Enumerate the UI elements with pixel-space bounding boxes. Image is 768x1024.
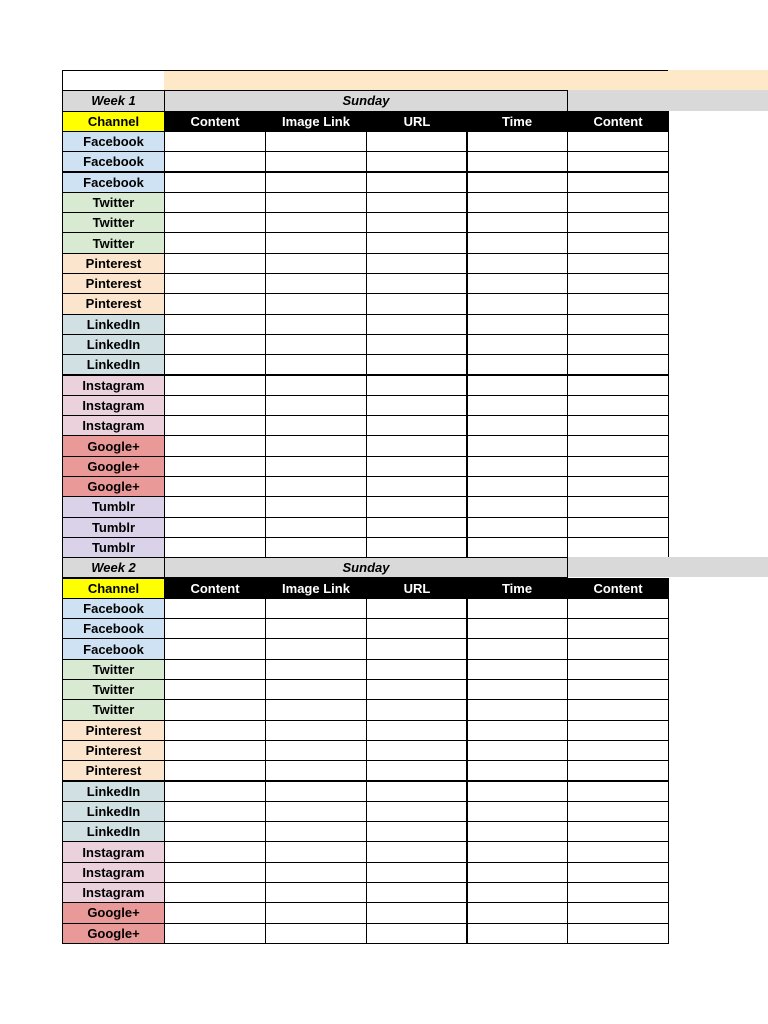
entry-cell-content[interactable] <box>567 598 669 619</box>
entry-cell-time[interactable] <box>466 354 568 375</box>
entry-cell-time[interactable] <box>466 618 568 639</box>
entry-cell-url[interactable] <box>366 902 468 923</box>
entry-cell-content[interactable] <box>164 537 266 558</box>
channel-cell: Pinterest <box>62 760 165 781</box>
channel-cell: Twitter <box>62 212 165 233</box>
column-header-content: Content <box>164 111 266 132</box>
channel-cell: Twitter <box>62 659 165 680</box>
entry-cell-image-link[interactable] <box>265 334 367 355</box>
entry-cell-content[interactable] <box>567 496 669 517</box>
entry-cell-url[interactable] <box>366 781 468 802</box>
entry-cell-time[interactable] <box>466 151 568 172</box>
channel-cell: Pinterest <box>62 273 165 294</box>
entry-cell-content[interactable] <box>567 659 669 680</box>
entry-cell-content[interactable] <box>567 841 669 862</box>
entry-cell-content[interactable] <box>164 882 266 903</box>
entry-cell-url[interactable] <box>366 720 468 741</box>
entry-cell-url[interactable] <box>366 862 468 883</box>
entry-cell-content[interactable] <box>567 476 669 497</box>
entry-cell-time[interactable] <box>466 415 568 436</box>
entry-cell-url[interactable] <box>366 537 468 558</box>
column-header-time: Time <box>466 111 568 132</box>
entry-cell-time[interactable] <box>466 740 568 761</box>
entry-cell-content[interactable] <box>164 496 266 517</box>
entry-cell-url[interactable] <box>366 699 468 720</box>
title-band[interactable] <box>164 70 768 90</box>
entry-cell-time[interactable] <box>466 273 568 294</box>
entry-cell-content[interactable] <box>164 801 266 822</box>
entry-cell-content[interactable] <box>164 517 266 538</box>
channel-cell: LinkedIn <box>62 821 165 842</box>
channel-cell: Facebook <box>62 131 165 152</box>
entry-cell-content[interactable] <box>567 699 669 720</box>
entry-cell-image-link[interactable] <box>265 415 367 436</box>
channel-cell: LinkedIn <box>62 781 165 802</box>
entry-cell-image-link[interactable] <box>265 172 367 193</box>
entry-cell-image-link[interactable] <box>265 862 367 883</box>
entry-cell-content[interactable] <box>164 273 266 294</box>
entry-cell-content[interactable] <box>164 456 266 477</box>
entry-cell-url[interactable] <box>366 435 468 456</box>
entry-cell-content[interactable] <box>164 253 266 274</box>
entry-cell-content[interactable] <box>567 293 669 314</box>
channel-cell: Tumblr <box>62 537 165 558</box>
entry-cell-content[interactable] <box>567 273 669 294</box>
channel-header: Channel <box>62 578 165 599</box>
entry-cell-url[interactable] <box>366 476 468 497</box>
column-header-url: URL <box>366 578 468 599</box>
entry-cell-time[interactable] <box>466 537 568 558</box>
channel-cell: Twitter <box>62 232 165 253</box>
entry-cell-content[interactable] <box>567 232 669 253</box>
entry-cell-url[interactable] <box>366 801 468 822</box>
entry-cell-time[interactable] <box>466 192 568 213</box>
entry-cell-image-link[interactable] <box>265 232 367 253</box>
entry-cell-url[interactable] <box>366 172 468 193</box>
entry-cell-time[interactable] <box>466 456 568 477</box>
entry-cell-content[interactable] <box>164 679 266 700</box>
entry-cell-content[interactable] <box>567 172 669 193</box>
entry-cell-url[interactable] <box>366 923 468 944</box>
entry-cell-url[interactable] <box>366 415 468 436</box>
entry-cell-image-link[interactable] <box>265 598 367 619</box>
entry-cell-content[interactable] <box>164 740 266 761</box>
entry-cell-url[interactable] <box>366 212 468 233</box>
entry-cell-content[interactable] <box>164 862 266 883</box>
entry-cell-image-link[interactable] <box>265 760 367 781</box>
entry-cell-content[interactable] <box>567 212 669 233</box>
entry-cell-url[interactable] <box>366 638 468 659</box>
entry-cell-time[interactable] <box>466 902 568 923</box>
entry-cell-url[interactable] <box>366 659 468 680</box>
entry-cell-url[interactable] <box>366 841 468 862</box>
entry-cell-time[interactable] <box>466 253 568 274</box>
entry-cell-image-link[interactable] <box>265 699 367 720</box>
entry-cell-content[interactable] <box>567 740 669 761</box>
entry-cell-image-link[interactable] <box>265 679 367 700</box>
entry-cell-content[interactable] <box>567 375 669 396</box>
day-label: Sunday <box>164 90 568 111</box>
entry-cell-content[interactable] <box>567 456 669 477</box>
entry-cell-image-link[interactable] <box>265 618 367 639</box>
channel-cell: Facebook <box>62 638 165 659</box>
day-divider <box>567 90 568 110</box>
entry-cell-content[interactable] <box>567 618 669 639</box>
channel-cell: LinkedIn <box>62 334 165 355</box>
entry-cell-content[interactable] <box>567 395 669 416</box>
entry-cell-content[interactable] <box>567 131 669 152</box>
next-day-band <box>567 557 768 577</box>
entry-cell-content[interactable] <box>164 760 266 781</box>
entry-cell-content[interactable] <box>164 821 266 842</box>
entry-cell-content[interactable] <box>164 902 266 923</box>
entry-cell-time[interactable] <box>466 638 568 659</box>
entry-cell-image-link[interactable] <box>265 456 367 477</box>
entry-cell-content[interactable] <box>567 517 669 538</box>
title-band-border <box>164 70 668 71</box>
entry-cell-time[interactable] <box>466 212 568 233</box>
channel-cell: Pinterest <box>62 720 165 741</box>
entry-cell-image-link[interactable] <box>265 212 367 233</box>
entry-cell-url[interactable] <box>366 496 468 517</box>
entry-cell-time[interactable] <box>466 821 568 842</box>
entry-cell-content[interactable] <box>164 293 266 314</box>
entry-cell-image-link[interactable] <box>265 882 367 903</box>
channel-cell: Twitter <box>62 679 165 700</box>
channel-cell: Instagram <box>62 882 165 903</box>
entry-cell-time[interactable] <box>466 862 568 883</box>
entry-cell-content[interactable] <box>567 720 669 741</box>
entry-cell-content[interactable] <box>164 720 266 741</box>
channel-cell: Tumblr <box>62 517 165 538</box>
entry-cell-time[interactable] <box>466 314 568 335</box>
entry-cell-content[interactable] <box>164 638 266 659</box>
entry-cell-url[interactable] <box>366 740 468 761</box>
entry-cell-time[interactable] <box>466 334 568 355</box>
entry-cell-content[interactable] <box>164 232 266 253</box>
entry-cell-content[interactable] <box>567 253 669 274</box>
entry-cell-url[interactable] <box>366 679 468 700</box>
entry-cell-time[interactable] <box>466 476 568 497</box>
entry-cell-url[interactable] <box>366 354 468 375</box>
entry-cell-image-link[interactable] <box>265 740 367 761</box>
channel-cell: Facebook <box>62 151 165 172</box>
entry-cell-content[interactable] <box>164 699 266 720</box>
entry-cell-time[interactable] <box>466 517 568 538</box>
entry-cell-time[interactable] <box>466 375 568 396</box>
entry-cell-image-link[interactable] <box>265 151 367 172</box>
entry-cell-content[interactable] <box>567 902 669 923</box>
entry-cell-image-link[interactable] <box>265 131 367 152</box>
entry-cell-url[interactable] <box>366 456 468 477</box>
entry-cell-url[interactable] <box>366 314 468 335</box>
column-header-image-link: Image Link <box>265 578 367 599</box>
entry-cell-time[interactable] <box>466 131 568 152</box>
entry-cell-url[interactable] <box>366 293 468 314</box>
entry-cell-image-link[interactable] <box>265 720 367 741</box>
channel-cell: Pinterest <box>62 740 165 761</box>
entry-cell-content[interactable] <box>164 375 266 396</box>
week-label: Week 1 <box>62 90 165 111</box>
entry-cell-content[interactable] <box>567 334 669 355</box>
column-header-url: URL <box>366 111 468 132</box>
entry-cell-time[interactable] <box>466 435 568 456</box>
entry-cell-image-link[interactable] <box>265 273 367 294</box>
column-header-content: Content <box>567 111 669 132</box>
entry-cell-url[interactable] <box>366 334 468 355</box>
entry-cell-time[interactable] <box>466 923 568 944</box>
entry-cell-url[interactable] <box>366 598 468 619</box>
entry-cell-url[interactable] <box>366 618 468 639</box>
entry-cell-image-link[interactable] <box>265 293 367 314</box>
entry-cell-content[interactable] <box>567 537 669 558</box>
entry-cell-content[interactable] <box>567 192 669 213</box>
channel-cell: Tumblr <box>62 496 165 517</box>
channel-cell: Pinterest <box>62 293 165 314</box>
entry-cell-image-link[interactable] <box>265 537 367 558</box>
entry-cell-content[interactable] <box>164 354 266 375</box>
entry-cell-time[interactable] <box>466 841 568 862</box>
entry-cell-content[interactable] <box>164 659 266 680</box>
channel-cell: LinkedIn <box>62 354 165 375</box>
channel-cell: LinkedIn <box>62 314 165 335</box>
entry-cell-url[interactable] <box>366 253 468 274</box>
entry-cell-content[interactable] <box>164 598 266 619</box>
entry-cell-url[interactable] <box>366 517 468 538</box>
entry-cell-image-link[interactable] <box>265 841 367 862</box>
entry-cell-image-link[interactable] <box>265 354 367 375</box>
entry-cell-time[interactable] <box>466 496 568 517</box>
entry-cell-content[interactable] <box>567 435 669 456</box>
column-header-content: Content <box>164 578 266 599</box>
entry-cell-time[interactable] <box>466 293 568 314</box>
entry-cell-image-link[interactable] <box>265 496 367 517</box>
channel-cell: Google+ <box>62 476 165 497</box>
entry-cell-time[interactable] <box>466 699 568 720</box>
entry-cell-content[interactable] <box>567 679 669 700</box>
channel-cell: Twitter <box>62 699 165 720</box>
entry-cell-content[interactable] <box>567 151 669 172</box>
entry-cell-content[interactable] <box>567 801 669 822</box>
entry-cell-url[interactable] <box>366 375 468 396</box>
entry-cell-content[interactable] <box>164 841 266 862</box>
next-day-band <box>567 90 768 110</box>
entry-cell-content[interactable] <box>164 334 266 355</box>
entry-cell-image-link[interactable] <box>265 923 367 944</box>
entry-cell-image-link[interactable] <box>265 314 367 335</box>
entry-cell-time[interactable] <box>466 720 568 741</box>
channel-cell: Google+ <box>62 902 165 923</box>
entry-cell-url[interactable] <box>366 273 468 294</box>
entry-cell-content[interactable] <box>164 151 266 172</box>
entry-cell-image-link[interactable] <box>265 801 367 822</box>
channel-cell: LinkedIn <box>62 801 165 822</box>
entry-cell-image-link[interactable] <box>265 253 367 274</box>
entry-cell-content[interactable] <box>567 638 669 659</box>
entry-cell-image-link[interactable] <box>265 821 367 842</box>
entry-cell-image-link[interactable] <box>265 638 367 659</box>
entry-cell-content[interactable] <box>164 781 266 802</box>
entry-cell-content[interactable] <box>164 415 266 436</box>
entry-cell-time[interactable] <box>466 781 568 802</box>
day-label: Sunday <box>164 557 568 578</box>
entry-cell-url[interactable] <box>366 821 468 842</box>
entry-cell-content[interactable] <box>567 760 669 781</box>
entry-cell-url[interactable] <box>366 760 468 781</box>
channel-cell: Instagram <box>62 841 165 862</box>
entry-cell-time[interactable] <box>466 679 568 700</box>
entry-cell-content[interactable] <box>164 395 266 416</box>
entry-cell-content[interactable] <box>567 821 669 842</box>
channel-cell: Facebook <box>62 172 165 193</box>
entry-cell-time[interactable] <box>466 659 568 680</box>
channel-cell: Twitter <box>62 192 165 213</box>
title-label-cell[interactable] <box>62 70 165 91</box>
entry-cell-time[interactable] <box>466 882 568 903</box>
entry-cell-content[interactable] <box>164 435 266 456</box>
entry-cell-time[interactable] <box>466 801 568 822</box>
week-label: Week 2 <box>62 557 165 578</box>
day-divider <box>567 557 568 577</box>
entry-cell-time[interactable] <box>466 172 568 193</box>
entry-cell-url[interactable] <box>366 151 468 172</box>
entry-cell-content[interactable] <box>567 781 669 802</box>
channel-cell: Google+ <box>62 435 165 456</box>
column-header-image-link: Image Link <box>265 111 367 132</box>
entry-cell-time[interactable] <box>466 232 568 253</box>
entry-cell-content[interactable] <box>164 172 266 193</box>
entry-cell-content[interactable] <box>567 923 669 944</box>
channel-cell: Instagram <box>62 375 165 396</box>
channel-cell: Instagram <box>62 862 165 883</box>
entry-cell-content[interactable] <box>164 314 266 335</box>
entry-cell-content[interactable] <box>567 862 669 883</box>
entry-cell-image-link[interactable] <box>265 395 367 416</box>
entry-cell-content[interactable] <box>164 923 266 944</box>
entry-cell-url[interactable] <box>366 395 468 416</box>
column-header-content: Content <box>567 578 669 599</box>
entry-cell-content[interactable] <box>567 882 669 903</box>
entry-cell-url[interactable] <box>366 232 468 253</box>
entry-cell-content[interactable] <box>164 212 266 233</box>
channel-cell: Instagram <box>62 415 165 436</box>
entry-cell-image-link[interactable] <box>265 517 367 538</box>
channel-cell: Google+ <box>62 923 165 944</box>
entry-cell-image-link[interactable] <box>265 375 367 396</box>
column-header-time: Time <box>466 578 568 599</box>
channel-cell: Pinterest <box>62 253 165 274</box>
channel-cell: Google+ <box>62 456 165 477</box>
entry-cell-image-link[interactable] <box>265 781 367 802</box>
entry-cell-time[interactable] <box>466 395 568 416</box>
entry-cell-content[interactable] <box>567 354 669 375</box>
entry-cell-content[interactable] <box>567 314 669 335</box>
entry-cell-image-link[interactable] <box>265 435 367 456</box>
entry-cell-content[interactable] <box>164 192 266 213</box>
entry-cell-content[interactable] <box>164 131 266 152</box>
entry-cell-image-link[interactable] <box>265 659 367 680</box>
entry-cell-content[interactable] <box>567 415 669 436</box>
channel-header: Channel <box>62 111 165 132</box>
channel-cell: Facebook <box>62 618 165 639</box>
entry-cell-time[interactable] <box>466 760 568 781</box>
entry-cell-url[interactable] <box>366 131 468 152</box>
entry-cell-time[interactable] <box>466 598 568 619</box>
entry-cell-image-link[interactable] <box>265 476 367 497</box>
entry-cell-url[interactable] <box>366 882 468 903</box>
entry-cell-image-link[interactable] <box>265 192 367 213</box>
channel-cell: Instagram <box>62 395 165 416</box>
entry-cell-content[interactable] <box>164 618 266 639</box>
entry-cell-image-link[interactable] <box>265 902 367 923</box>
entry-cell-url[interactable] <box>366 192 468 213</box>
entry-cell-content[interactable] <box>164 476 266 497</box>
channel-cell: Facebook <box>62 598 165 619</box>
